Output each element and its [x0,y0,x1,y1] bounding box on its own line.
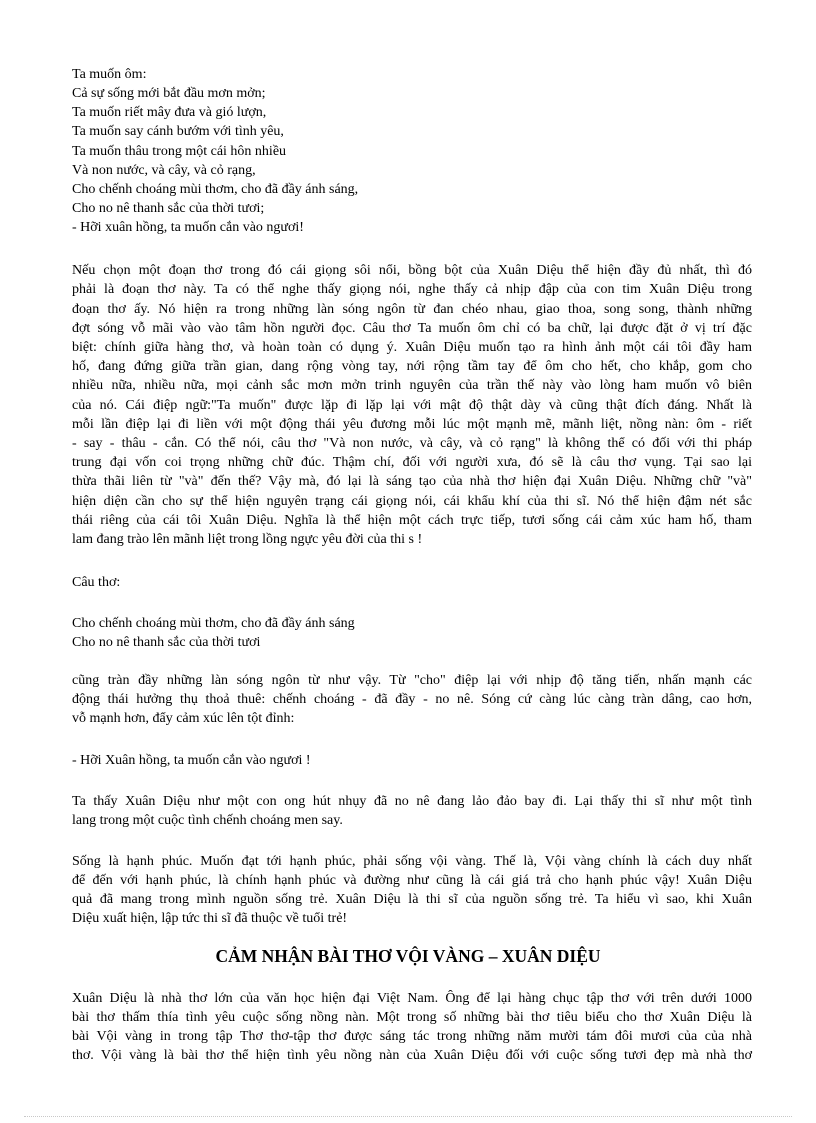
poem-line: Cả sự sống mới bắt đầu mơn mởn; [72,86,266,101]
paragraph-line: động thái hưởng thụ thoả thuê: chếnh choáng - đã đầy - no nê. Sóng cứ càng lúc càng tràn dâng, cao hơn, [72,692,752,707]
paragraph-line: bài thơ thấm thía tình yêu cuộc sống nồng nàn. Một trong số những bài thơ tiêu biểu cho thơ Xuân Diệu là [72,1010,752,1025]
paragraph-line: của nó. Cái điệp ngữ:"Ta muốn" được lặp đi lặp lại với mật độ thật dày và cũng thật đích đáng. Nhất là [72,398,752,413]
paragraph-line: phải là đoạn thơ này. Ta có thể nghe thấy giọng nói, nghe thấy cả nhịp đập của con tim Xuân Diệu trong [72,282,752,297]
paragraph-line: đoạn thơ ấy. Nó hiện ra trong những làn sóng ngôn từ đan chéo nhau, giao thoa, song song, thành những [72,302,752,317]
paragraph-line: trung đại vốn coi trọng những chữ đúc. Thậm chí, đối với người xưa, đó sẽ là câu thơ vụng. Tại sao lại [72,455,752,470]
section-heading: CẢM NHẬN BÀI THƠ VỘI VÀNG – XUÂN DIỆU [215,946,601,966]
paragraph-line: hiện diện cần cho sự thể hiện nguyên trạng cái giọng nói, cái khẩu khí của thi sĩ. Nó thể hiện đậm nét sắc [72,494,752,509]
paragraph-line: mỗi lần điệp lại đi liền với một động thái yêu đương mỗi lúc một mạnh mẽ, mãnh liệt, nồng nàn: ôm - riết [72,417,752,432]
cau-tho-label: Câu thơ: [72,575,121,590]
paragraph-line: - say - thâu - cắn. Có thể nói, câu thơ "Và non nước, và cây, và cỏ rạng" là không thể có đối với thi pháp [72,436,752,451]
poem-line: Ta muốn riết mây đưa và gió lượn, [72,105,267,120]
paragraph-line: bài Vội vàng in trong tập Thơ thơ-tập thơ được sáng tác trong những năm mười tám đôi mươi của của nhà [72,1029,752,1044]
paragraph-line: hố, đang đứng giữa trần gian, dang rộng vòng tay, nới rộng tầm tay để ôm cho hết, cho khắp, gom cho [72,359,752,374]
poem-line: Cho no nê thanh sắc của thời tươi [72,635,261,650]
paragraph-line: thái riêng của cái tôi Xuân Diệu. Nghĩa là thể hiện một cách trực tiếp, tươi sống cái cảm xúc ham hố, tham [72,513,752,528]
paragraph-line: vỗ mạnh hơn, đẩy cảm xúc lên tột đỉnh: [72,711,295,726]
paragraph-line: để đến với hạnh phúc, là chính hạnh phúc và đường như cũng là cái giá trả cho hạnh phúc vậy! Xuân Diệu [72,873,752,888]
poem-line: Cho chếnh choáng mùi thơm, cho đã đầy ánh sáng [72,616,355,631]
paragraph-line: Ta thấy Xuân Diệu như một con ong hút nhụy đã no nê đang lảo đảo bay đi. Lại thấy thi sĩ như một tình [72,794,752,809]
paragraph-line: biệt: chính giữa hàng thơ, và hoàn toàn có dụng ý. Xuân Diệu muốn tạo ra hình ảnh một cái tôi đầy ham [72,340,752,355]
poem-line: Cho chếnh choáng mùi thơm, cho đã đầy ánh sáng, [72,182,359,197]
paragraph-line: thơ. Vội vàng là bài thơ thể hiện tình yêu nồng nàn của Xuân Diệu đối với cuộc sống tươi đẹp mà nhà thơ [72,1048,752,1063]
paragraph-line: thừa thãi liên từ "và" đến thế? Vậy mà, đó lại là sáng tạo của nhà thơ hiện đại Xuân Diệu. Những chữ "và" [72,474,752,489]
poem-line: - Hỡi xuân hồng, ta muốn cắn vào ngươi! [72,220,304,235]
poem-line: Và non nước, và cây, và cỏ rạng, [72,163,256,178]
paragraph-line: nhiều nữa, nhiều nữa, mọi cảnh sắc mơn mởn trinh nguyên của trần thế này vào lòng ham muốn vô biên [72,378,752,393]
page-bottom-divider [24,1116,792,1117]
paragraph-line: lang trong một cuộc tình chếnh choáng men say. [72,813,343,828]
paragraph-line: Xuân Diệu là nhà thơ lớn của văn học hiện đại Việt Nam. Ông để lại hàng chục tập thơ với trên dưới 1000 [72,991,752,1006]
exclaim-line: - Hỡi Xuân hồng, ta muốn cắn vào ngươi ! [72,753,311,768]
poem-line: Ta muốn ôm: [72,67,147,82]
paragraph-line: quả đã mang trong mình nguồn sống trẻ. Xuân Diệu là thi sĩ của nguồn sống trẻ. Ta hiểu vì sao, khi Xuân [72,892,752,907]
paragraph-line: lam đang trào lên mãnh liệt trong lồng ngực yêu đời của thi s ! [72,532,423,547]
paragraph-line: Diệu xuất hiện, lập tức thi sĩ đã thuộc về tuổi trẻ! [72,911,348,926]
paragraph-line: đợt sóng vỗ mãi vào vào tâm hồn người đọc. Câu thơ Ta muốn ôm chỉ có ba chữ, lại được đặt ở vị trí đặc [72,321,752,336]
poem-line: Ta muốn say cánh bướm với tình yêu, [72,124,284,139]
paragraph-line: cũng tràn đầy những làn sóng ngôn từ như vậy. Từ "cho" điệp lại với nhịp độ tăng tiến, nhấn mạnh các [72,673,752,688]
paragraph-line: Nếu chọn một đoạn thơ trong đó cái giọng sôi nổi, bồng bột của Xuân Diệu thể hiện đầy đủ nhất, thì đó [72,263,752,278]
paragraph-line: Sống là hạnh phúc. Muốn đạt tới hạnh phúc, phải sống vội vàng. Thế là, Vội vàng chính là cách duy nhất [72,854,752,869]
poem-line: Ta muốn thâu trong một cái hôn nhiều [72,144,287,159]
poem-line: Cho no nê thanh sắc của thời tươi; [72,201,265,216]
